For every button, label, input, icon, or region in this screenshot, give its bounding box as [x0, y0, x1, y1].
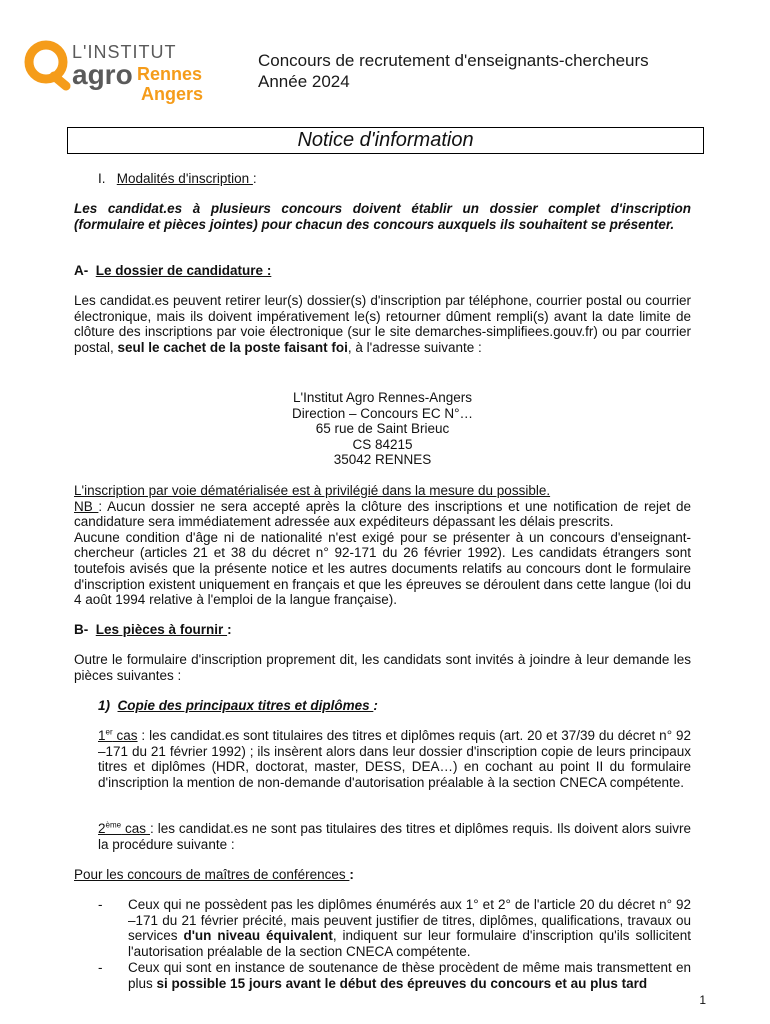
sectionB-letter: B-: [74, 622, 89, 637]
case1-word: cas: [112, 728, 138, 743]
case2-paragraph: [98, 821, 691, 852]
section1-number: I.: [98, 171, 106, 186]
institut-agro-logo: [14, 36, 214, 110]
logo-agro: agro: [72, 59, 133, 90]
address-block: [74, 390, 691, 468]
age-paragraph: Aucune condition d'âge ni de nationalité n'est exigé pour se présenter à un concours d'enseignant-chercheur (articles 21 et 38 du décret n° 92-171 du 26 février 1992). Les candidats étrangers sont toutefois avisés que la présente notice et les autres documents relatifs au concours dont le formulaire d'inscription existent uniquement en français et que les épreuves se déroulent dans cette langue (loi du 4 août 1994 relative à l'emploi de la langue française).: [74, 529, 691, 608]
mc-heading: [74, 867, 354, 883]
case2-word: cas: [121, 821, 150, 836]
address-line: 65 rue de Saint Brieuc: [315, 421, 450, 437]
section1-title: Modalités d'inscription: [116, 171, 253, 186]
case1-label: [98, 728, 138, 743]
case1-num: 1: [98, 728, 106, 743]
sectionA-paragraph: [74, 293, 691, 355]
sectionA-text-2: , à l'adresse suivante :: [347, 339, 482, 355]
case1-text: : les candidat.es sont titulaires des titres et diplômes requis (art. 20 et 37/39 du décret n° 92 –171 du 21 février 1992) ; ils insèrent alors dans leur dossier d'inscription copie de leurs principaux titres et diplômes (HDR, doctorat, master, DESS, DEA…) en cochant au point II du formulaire d'inscription la mention de non-demande d'autorisation préalable à la section CNECA compétente.: [98, 728, 691, 790]
bullet1-text-2: , indiquent sur leur formulaire d'inscription qu'ils sollicitent l'autorisation préalable de la section CNECA compétente.: [128, 928, 691, 959]
case1-paragraph: [98, 728, 691, 790]
nb-text: : Aucun dossier ne sera accepté après la clôture des inscriptions et une notification de rejet de candidature sera immédiatement adressée aux expéditeurs dépassant les délais prescrits.: [74, 498, 691, 530]
mc-colon: :: [349, 867, 354, 882]
header: [258, 50, 649, 92]
nb-paragraph: [74, 499, 691, 530]
sectionB-heading: [74, 622, 232, 638]
bullet-dash: -: [98, 960, 103, 975]
bullet1-bold: d'un niveau équivalent: [183, 928, 333, 944]
case2-num: 2: [98, 821, 106, 836]
mc-title: Pour les concours de maîtres de conférences: [74, 867, 350, 882]
section1-heading: [98, 171, 257, 187]
nb-label: NB: [74, 498, 99, 514]
address-line: 35042 RENNES: [333, 452, 432, 468]
sectionA-notes: [74, 483, 691, 608]
header-line1: Concours de recrutement d'enseignants-chercheurs: [258, 51, 649, 70]
sectionB-colon: :: [227, 622, 232, 637]
case2-label: [98, 821, 150, 836]
address-line: CS 84215: [352, 436, 413, 452]
bullet2-text: Ceux qui sont en instance de soutenance de thèse procèdent de même mais transmettent en plus: [128, 960, 691, 991]
bullet2-bold: si possible 15 jours avant le début des épreuves du concours et au plus tard: [156, 975, 648, 991]
sectionB-intro: Outre le formulaire d'inscription proprement dit, les candidats sont invités à joindre à leur demande les pièces suivantes :: [74, 652, 691, 683]
sectionA-text-1: Les candidat.es peuvent retirer leur(s) dossier(s) d'inscription par téléphone, courrier postal ou courrier électronique, mais ils doivent impérativement le(s) retourner dûment rempli(s) avant la date limite de clôture des inscriptions par voie électronique (sur le site demarches-simplifiees.gouv.fr) ou par courrier postal,: [74, 293, 691, 355]
case1-sup: er: [105, 727, 113, 737]
dematerialise-note: L'inscription par voie dématérialisée est à privilégié dans la mesure du possible.: [74, 483, 551, 498]
bullet2-paragraph: [128, 960, 691, 991]
logo-line1: L'INSTITUT: [72, 42, 177, 62]
address-line: Direction – Concours EC N°…: [292, 405, 473, 421]
section1-colon: :: [252, 171, 257, 186]
bullet-dash: -: [98, 897, 103, 912]
case2-text: : les candidat.es ne sont pas titulaires des titres et diplômes requis. Ils doivent alors suivre la procédure suivante :: [98, 821, 691, 852]
logo-angers: Angers: [141, 84, 204, 104]
sub1-colon: :: [373, 698, 378, 713]
intro-paragraph: Les candidat.es à plusieurs concours doivent établir un dossier complet d'inscription (formulaire et pièces jointes) pour chacun des concours auxquels ils souhaitent se présenter.: [74, 201, 691, 232]
page-title: Notice d'information: [67, 127, 704, 154]
sub1-heading: [98, 698, 378, 714]
address-line: L'Institut Agro Rennes-Angers: [293, 390, 472, 405]
sectionA-title: Le dossier de candidature :: [95, 263, 272, 278]
bullet1-text-1: Ceux qui ne possèdent pas les diplômes énumérés aux 1° et 2° de l'article 20 du décret n° 92 –171 du 21 février précité, mais peuvent justifier de titres, diplômes, qualifications, travaux ou services: [128, 897, 691, 944]
sub1-number: 1): [98, 698, 111, 713]
page-number: 1: [699, 993, 706, 1007]
sub1-title: Copie des principaux titres et diplômes: [117, 698, 374, 713]
logo-rennes: Rennes: [137, 64, 203, 84]
sectionA-text-bold: seul le cachet de la poste faisant foi: [117, 339, 348, 355]
sectionA-letter: A-: [74, 263, 89, 278]
sectionA-heading: [74, 263, 271, 279]
bullet1-paragraph: [128, 897, 691, 959]
sectionB-title: Les pièces à fournir: [95, 622, 228, 637]
case2-sup: ème: [105, 820, 122, 830]
header-line2: Année 2024: [258, 72, 350, 91]
